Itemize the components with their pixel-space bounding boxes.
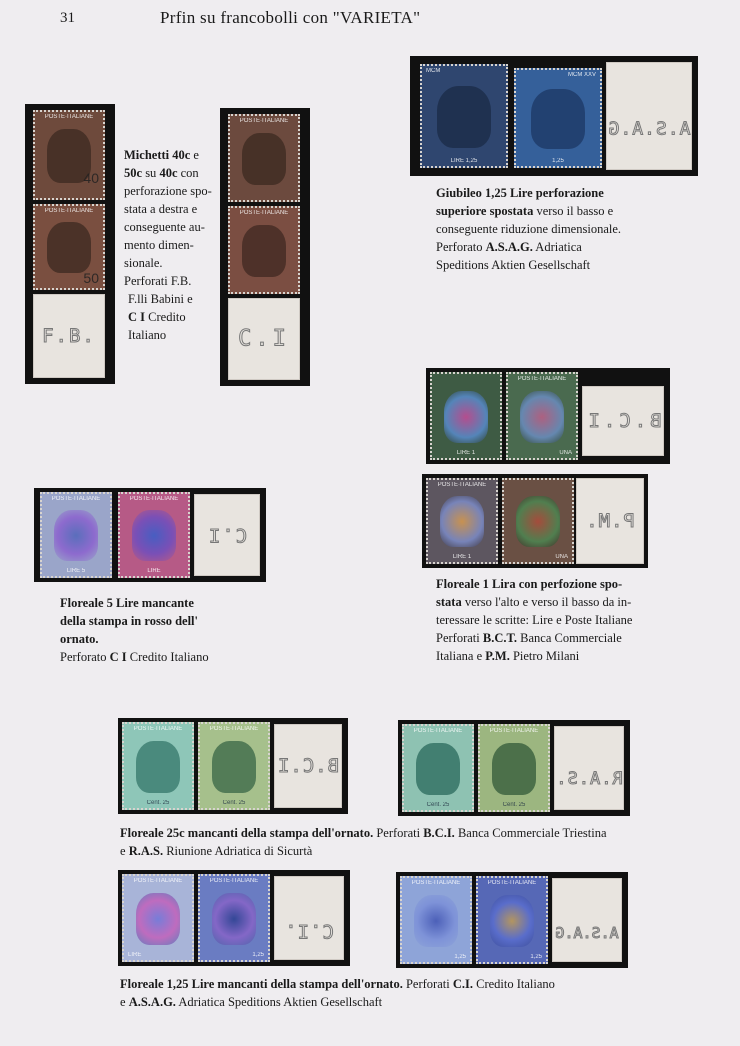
caption-text: Perforato	[60, 650, 110, 664]
caption-text: C.I.	[452, 977, 473, 991]
caption-text: C I	[128, 310, 146, 324]
stamp-back-perfin	[606, 62, 692, 170]
caption-text: e	[120, 995, 129, 1009]
perfin-ci: C.I	[206, 524, 248, 546]
caption-text: e	[190, 148, 199, 162]
caption-text: sionale.	[124, 256, 163, 270]
stamp-card-michetti-ci	[220, 108, 310, 386]
stamp-floreale-125	[122, 874, 194, 962]
caption-text: conseguente au-	[124, 220, 205, 234]
caption-michetti	[124, 146, 224, 344]
caption-text: mento dimen-	[124, 238, 194, 252]
caption-text: 40c	[159, 166, 178, 180]
stamp-portrait	[47, 222, 91, 273]
caption-text: con	[177, 166, 199, 180]
caption-text: stata	[436, 595, 462, 609]
stamp-overprint: 50	[83, 270, 99, 286]
stamp-portrait	[490, 895, 534, 947]
stamp-card-floreale5	[34, 488, 266, 582]
stamp-text: Cent. 25	[502, 802, 526, 808]
stamp-back-perfin	[582, 386, 664, 456]
caption-text: Floreale 1,25 Lire mancanti della stampa dell'ornato.	[120, 977, 403, 991]
caption-text: R.A.S.	[128, 844, 164, 858]
stamp-text: POSTE·ITALIANE	[209, 878, 259, 884]
stamp-card-floreale25-bci	[118, 718, 348, 814]
stamp-portrait	[437, 86, 491, 148]
caption-text: Adriatica	[532, 240, 582, 254]
stamp-floreale-1lira	[430, 372, 502, 460]
caption-text: conseguente riduzione dimensionale.	[436, 222, 622, 236]
perfin-ras: R.A.S.	[555, 769, 623, 790]
perfin-bci: B.C.I	[276, 755, 340, 777]
caption-text: Italiano	[128, 328, 167, 342]
caption-text: C I	[109, 650, 127, 664]
caption-text: P.M.	[485, 649, 510, 663]
caption-text: B.C.T.	[482, 631, 518, 645]
caption-text: stata a destra e	[124, 202, 198, 216]
caption-text: Perforati	[373, 826, 424, 840]
perfin-ci: C.I	[238, 326, 290, 352]
stamp-floreale-5lire	[40, 492, 112, 578]
caption-text: teressare le scritte: Lire e Poste Italiane	[436, 613, 633, 627]
stamp-floreale-25c	[198, 722, 270, 810]
stamp-text: POSTE·ITALIANE	[51, 496, 101, 502]
caption-text: perforazione spo-	[124, 184, 212, 198]
caption-text: Perforati	[436, 631, 483, 645]
stamp-giubileo-2	[514, 68, 602, 168]
stamp-portrait	[440, 496, 484, 547]
stamp-portrait	[242, 133, 286, 185]
stamp-back-perfin	[274, 724, 342, 808]
caption-text: Speditions Aktien Gesellschaft	[436, 258, 591, 272]
stamp-text: POSTE·ITALIANE	[133, 726, 183, 732]
caption-text: Credito Italiano	[473, 977, 555, 991]
stamp-portrait	[416, 743, 460, 795]
stamp-floreale-25c	[402, 724, 474, 812]
caption-floreale-25c	[120, 824, 730, 860]
stamp-floreale-1lira	[426, 478, 498, 564]
stamp-portrait	[531, 89, 585, 149]
perfin-fb: F.B.	[42, 325, 96, 347]
stamp-text: Cent. 25	[222, 800, 246, 806]
stamp-floreale-125	[198, 874, 270, 962]
page-number: 31	[60, 10, 75, 26]
stamp-portrait	[516, 496, 560, 547]
caption-floreale-1-lira	[436, 575, 726, 665]
stamp-floreale-1lira	[502, 478, 574, 564]
stamp-text: LIRE 1	[452, 554, 472, 560]
caption-text: Pietro Milani	[509, 649, 580, 663]
stamp-floreale-125	[400, 876, 472, 964]
stamp-portrait	[54, 510, 98, 561]
stamp-card-floreale25-ras	[398, 720, 630, 816]
caption-text: Riunione Adriatica di Sicurtà	[163, 844, 313, 858]
caption-text: Floreale 5 Lire mancante	[60, 596, 194, 610]
caption-text: F.lli Babini e	[128, 292, 193, 306]
stamp-portrait	[212, 893, 256, 945]
caption-text: B.C.I.	[423, 826, 455, 840]
stamp-text: POSTE·ITALIANE	[437, 482, 487, 488]
perfin-asag: A.S.A.G	[555, 924, 619, 943]
stamp-floreale-1lira	[506, 372, 578, 460]
stamp-card-floreale125-ci	[118, 870, 350, 966]
caption-text: su	[142, 166, 160, 180]
caption-text: verso l'alto e verso il basso da in-	[461, 595, 632, 609]
stamp-michetti-40c	[228, 114, 300, 202]
caption-text: Banca Commerciale	[517, 631, 622, 645]
caption-text: superiore spostata	[436, 204, 534, 218]
stamp-text: LIRE 1	[456, 450, 476, 456]
stamp-text: LIRE	[147, 568, 161, 574]
stamp-portrait	[212, 741, 256, 793]
stamp-text: LIRE	[128, 952, 142, 958]
stamp-text: MCM	[426, 68, 441, 74]
caption-text: Floreale 25c mancanti della stampa dell'ornato.	[120, 826, 374, 840]
stamp-text: 1,25	[454, 954, 466, 960]
caption-text: Perforati F.B.	[124, 274, 192, 288]
stamp-text: POSTE·ITALIANE	[129, 496, 179, 502]
stamp-text: LIRE 5	[66, 568, 86, 574]
stamp-text: UNA	[559, 450, 572, 456]
stamp-back-perfin	[576, 478, 644, 564]
caption-text: Perforati	[402, 977, 453, 991]
caption-text: Perforato	[436, 240, 486, 254]
stamp-michetti-50c	[228, 206, 300, 294]
stamp-floreale-25c	[478, 724, 550, 812]
stamp-text: POSTE·ITALIANE	[411, 880, 461, 886]
stamp-portrait	[414, 895, 458, 947]
stamp-back-perfin	[552, 878, 622, 962]
stamp-card-floreale1-bci	[426, 368, 670, 464]
stamp-text: LIRE 1,25	[450, 158, 478, 164]
stamp-text: POSTE·ITALIANE	[44, 208, 94, 214]
stamp-text: POSTE·ITALIANE	[209, 726, 259, 732]
stamp-text: POSTE·ITALIANE	[487, 880, 537, 886]
stamp-portrait	[242, 225, 286, 277]
stamp-portrait	[520, 391, 564, 443]
caption-text: 50c	[124, 166, 143, 180]
caption-text: della stampa in rosso dell'	[60, 614, 198, 628]
stamp-giubileo-1	[420, 64, 508, 168]
stamp-card-floreale125-asag	[396, 872, 628, 968]
stamp-text: Cent. 25	[146, 800, 170, 806]
stamp-text: 1,25	[252, 952, 264, 958]
stamp-card-giubileo	[410, 56, 698, 176]
caption-text: A.S.A.G.	[128, 995, 176, 1009]
stamp-text: 1,25	[530, 954, 542, 960]
stamp-back-perfin	[33, 294, 105, 378]
stamp-text: POSTE·ITALIANE	[133, 878, 183, 884]
caption-text: Adriatica Speditions Aktien Gesellschaft	[175, 995, 383, 1009]
caption-text: Italiana e	[436, 649, 486, 663]
stamp-portrait	[136, 893, 180, 945]
caption-text: Credito Italiano	[126, 650, 209, 664]
caption-text: A.S.A.G.	[485, 240, 533, 254]
stamp-floreale-25c	[122, 722, 194, 810]
stamp-text: POSTE·ITALIANE	[489, 728, 539, 734]
stamp-michetti-50c	[33, 204, 105, 290]
stamp-text: POSTE·ITALIANE	[517, 376, 567, 382]
stamp-portrait	[492, 743, 536, 795]
caption-text: Banca Commerciale Triestina	[454, 826, 607, 840]
stamp-text: POSTE·ITALIANE	[44, 114, 94, 120]
stamp-overprint: 40	[83, 170, 99, 186]
perfin-asag: A.S.A.G	[607, 118, 691, 140]
caption-floreale-5-lire	[60, 594, 320, 666]
stamp-back-perfin	[274, 876, 344, 960]
caption-text: ornato.	[60, 632, 99, 646]
stamp-text: 1,25	[552, 158, 564, 164]
stamp-text: POSTE·ITALIANE	[239, 210, 289, 216]
stamp-back-perfin	[228, 298, 300, 380]
perfin-bci: B.C.I	[584, 410, 662, 432]
caption-text: Credito	[145, 310, 186, 324]
stamp-text: POSTE·ITALIANE	[239, 118, 289, 124]
stamp-michetti-40c	[33, 110, 105, 200]
caption-text: Giubileo 1,25 Lire perforazione	[436, 186, 604, 200]
stamp-back-perfin	[554, 726, 624, 810]
stamp-text: POSTE·ITALIANE	[413, 728, 463, 734]
caption-text: verso il basso e	[533, 204, 614, 218]
caption-text: e	[120, 844, 129, 858]
caption-text: Michetti 40c	[124, 148, 191, 162]
stamp-portrait	[136, 741, 180, 793]
stamp-portrait	[444, 391, 488, 443]
caption-giubileo	[436, 184, 716, 274]
stamp-text: UNA	[555, 554, 568, 560]
stamp-floreale-5lire	[118, 492, 190, 578]
stamp-floreale-125	[476, 876, 548, 964]
perfin-pm: P.M.	[585, 510, 635, 532]
caption-text: Floreale 1 Lira con perfozione spo-	[436, 577, 623, 591]
stamp-card-michetti-fb	[25, 104, 115, 384]
stamp-back-perfin	[194, 494, 260, 576]
stamp-text: Cent. 25	[426, 802, 450, 808]
stamp-portrait	[132, 510, 176, 561]
stamp-text: MCM XXV	[567, 72, 596, 78]
caption-floreale-1-25-lire	[120, 975, 730, 1011]
perfin-ci: C.I.	[284, 920, 334, 943]
page-title: Prfin su francobolli con "VARIETA"	[160, 8, 421, 27]
stamp-card-floreale1-pm	[422, 474, 648, 568]
